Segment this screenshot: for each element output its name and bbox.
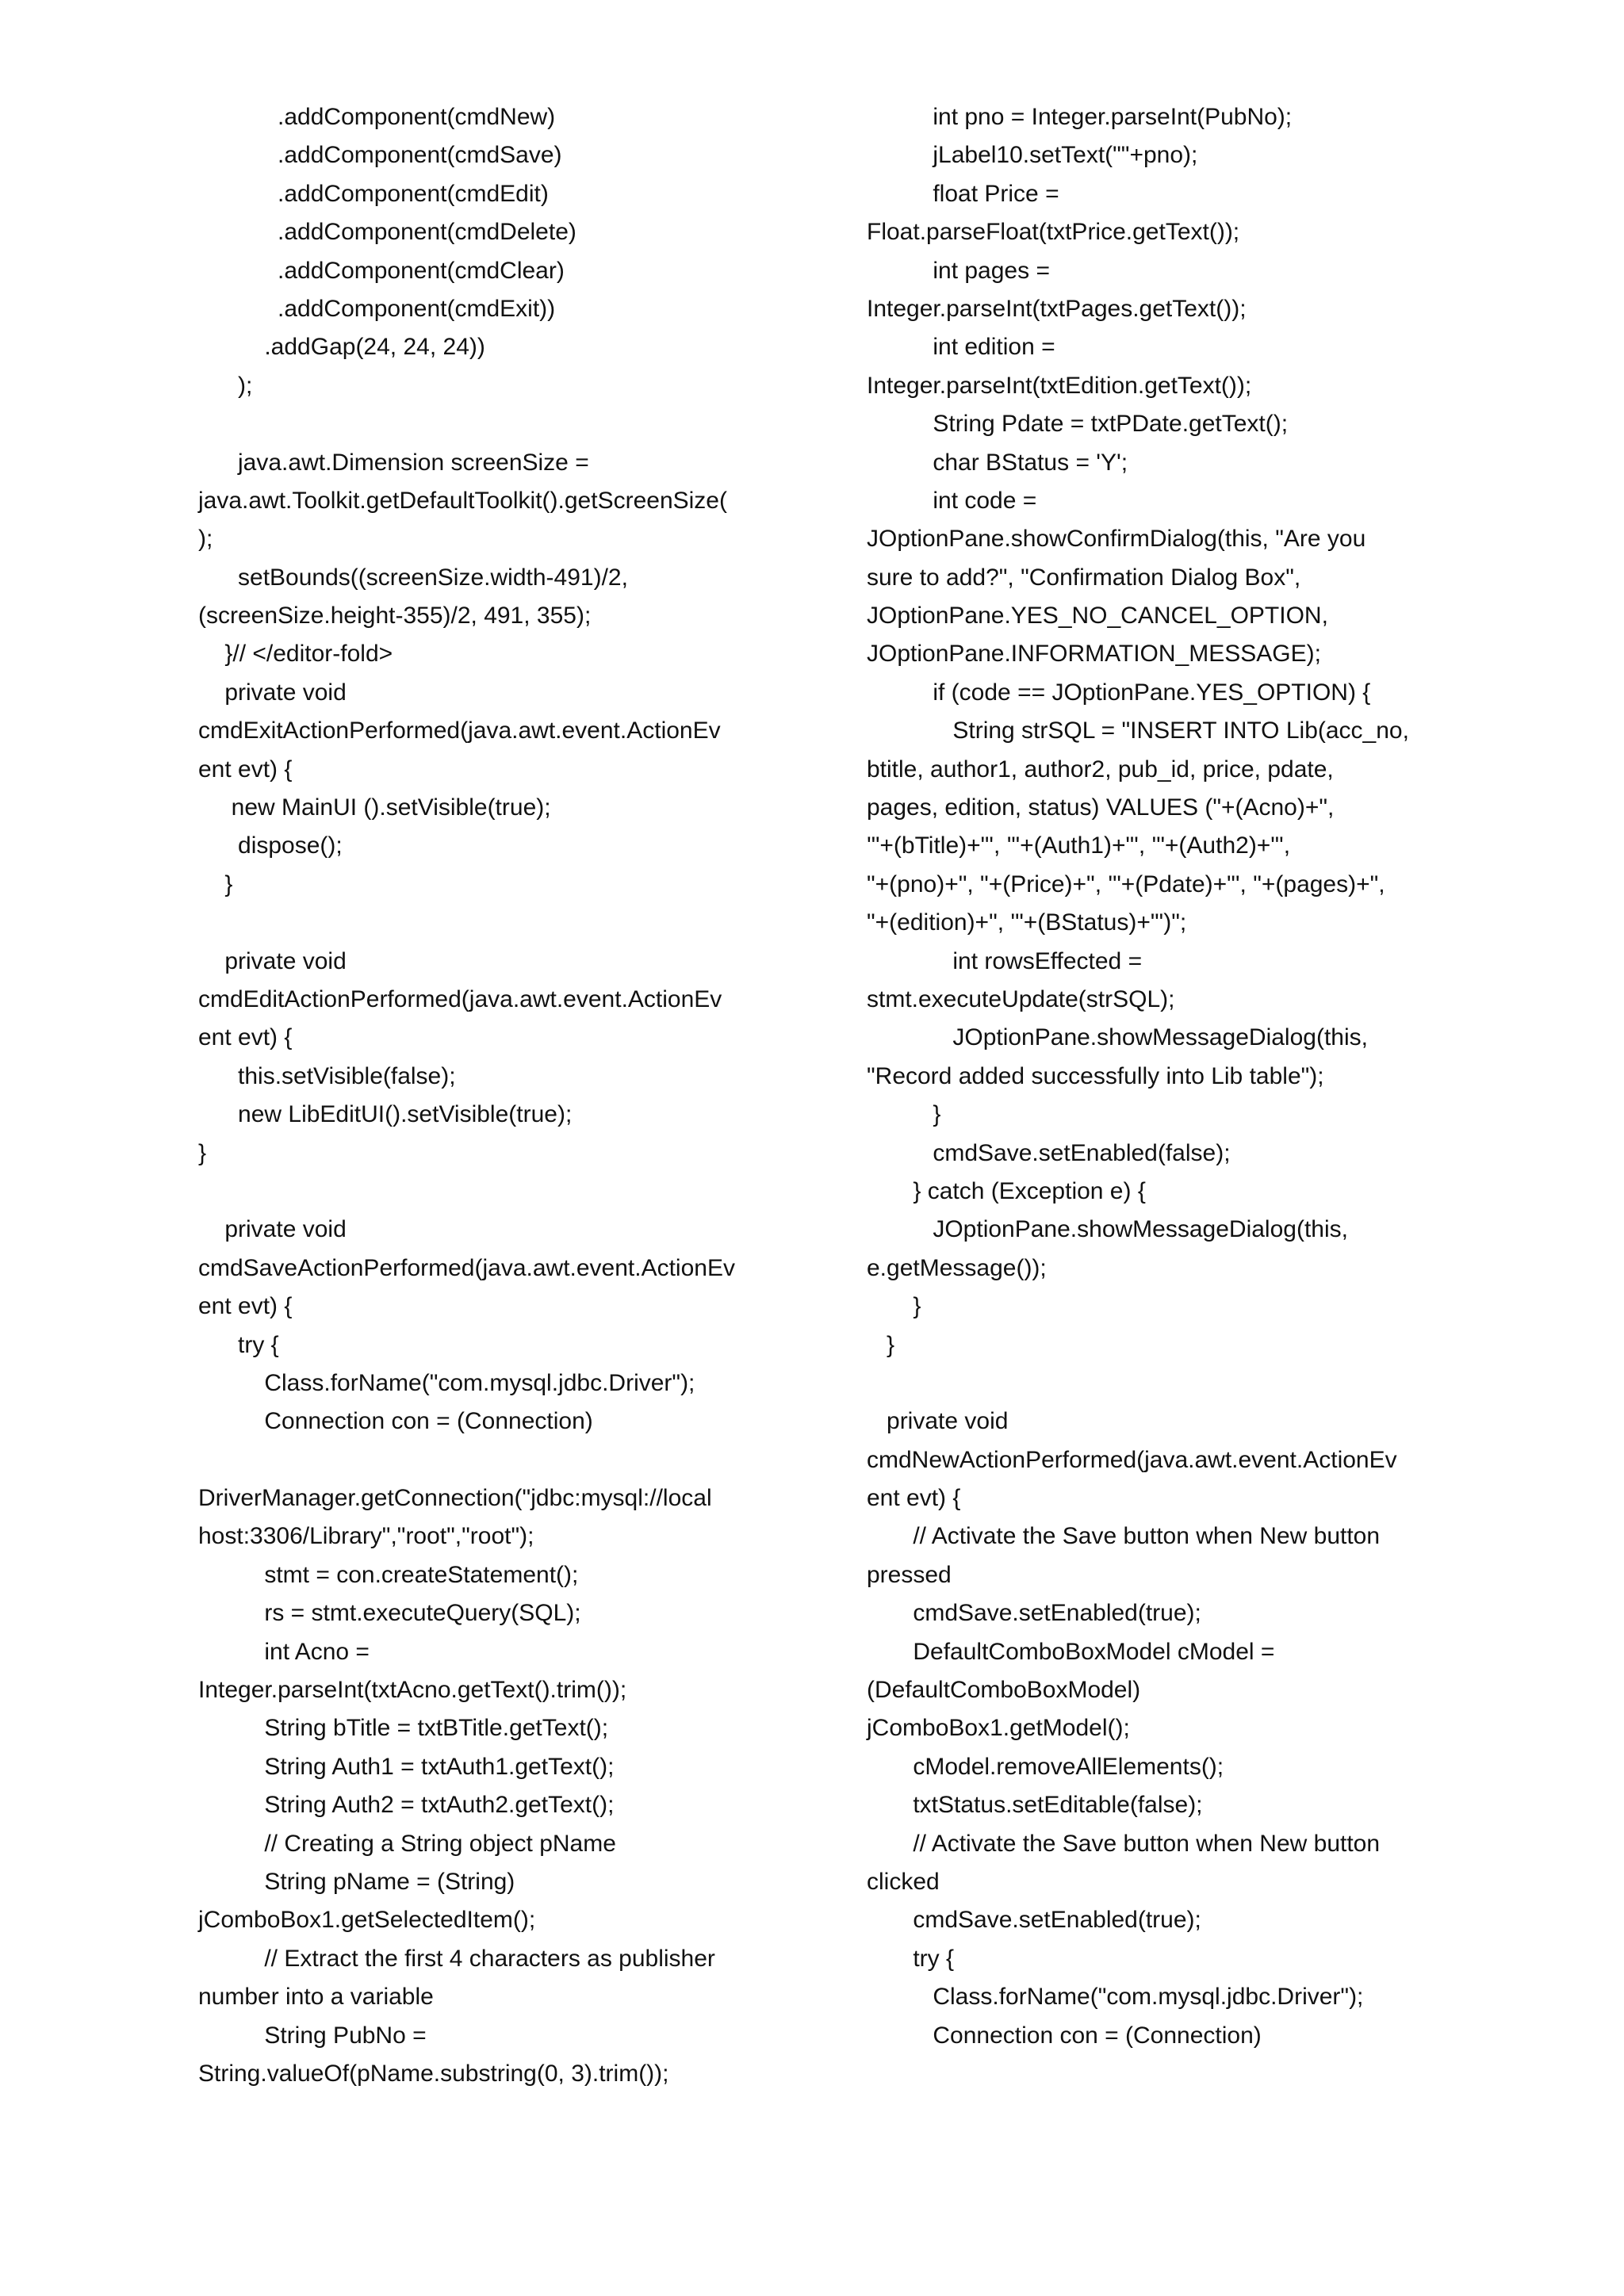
code-line: [867, 1364, 1438, 1402]
code-line: cModel.removeAllElements();: [867, 1753, 1224, 1780]
code-line: int edition =: [867, 334, 1055, 361]
code-line: cmdSave.setEnabled(false);: [867, 1139, 1231, 1166]
code-line: .addComponent(cmdNew): [198, 104, 556, 130]
code-line: }: [198, 1139, 207, 1166]
code-line: // Creating a String object pName: [198, 1830, 616, 1857]
code-line: int Acno =: [198, 1638, 370, 1665]
code-line: java.awt.Toolkit.getDefaultToolkit().getScreenSize(: [198, 487, 727, 514]
code-line: }: [867, 1101, 941, 1128]
code-line: sure to add?", "Confirmation Dialog Box",: [867, 564, 1301, 591]
code-line: e.getMessage());: [867, 1254, 1047, 1281]
code-line: float Price =: [867, 180, 1059, 207]
code-line: rs = stmt.executeQuery(SQL);: [198, 1600, 581, 1627]
code-line: pages, edition, status) VALUES ("+(Acno)+",: [867, 794, 1335, 821]
left-code-column: [198, 98, 769, 2093]
code-line: Class.forName("com.mysql.jdbc.Driver");: [867, 1984, 1364, 2011]
code-line: String strSQL = "INSERT INTO Lib(acc_no,: [867, 718, 1409, 744]
code-line: String Pdate = txtPDate.getText();: [867, 411, 1289, 438]
code-line: JOptionPane.showMessageDialog(this,: [867, 1024, 1368, 1051]
code-line: Connection con = (Connection): [198, 1408, 593, 1435]
code-line: JOptionPane.showConfirmDialog(this, "Are you: [867, 526, 1366, 553]
code-line: try {: [867, 1945, 955, 1972]
code-line: String pName = (String): [198, 1868, 515, 1895]
code-line: try {: [198, 1331, 279, 1358]
code-line: cmdSave.setEnabled(true);: [867, 1600, 1201, 1627]
code-line: .addComponent(cmdSave): [198, 142, 562, 169]
code-line: pressed: [867, 1561, 952, 1588]
code-line: // Activate the Save button when New button: [867, 1523, 1381, 1550]
code-line: java.awt.Dimension screenSize =: [198, 449, 589, 476]
code-line: (DefaultComboBoxModel): [867, 1677, 1141, 1704]
code-line: DefaultComboBoxModel cModel =: [867, 1638, 1275, 1665]
code-line: private void: [198, 947, 347, 974]
code-line: Integer.parseInt(txtPages.getText());: [867, 295, 1247, 322]
code-line: JOptionPane.showMessageDialog(this,: [867, 1216, 1348, 1243]
code-line: cmdExitActionPerformed(java.awt.event.ActionEv: [198, 718, 721, 744]
code-line: "+(pno)+", "+(Price)+", '"+(Pdate)+"', "+(pages)+",: [867, 871, 1385, 897]
code-line: host:3306/Library","root","root");: [198, 1523, 534, 1550]
code-line: DriverManager.getConnection("jdbc:mysql://local: [198, 1485, 712, 1512]
code-line: cmdNewActionPerformed(java.awt.event.ActionEv: [867, 1446, 1397, 1473]
code-line: }// </editor-fold>: [198, 641, 393, 668]
code-line: String Auth2 = txtAuth2.getText();: [198, 1792, 615, 1819]
code-line: .addComponent(cmdClear): [198, 257, 565, 284]
code-line: jComboBox1.getSelectedItem();: [198, 1907, 536, 1934]
code-line: jLabel10.setText(""+pno);: [867, 142, 1198, 169]
code-line: txtStatus.setEditable(false);: [867, 1792, 1203, 1819]
code-line: setBounds((screenSize.width-491)/2,: [198, 564, 628, 591]
code-line: "Record added successfully into Lib table");: [867, 1062, 1324, 1089]
code-line: String Auth1 = txtAuth1.getText();: [198, 1753, 615, 1780]
code-line: Class.forName("com.mysql.jdbc.Driver");: [198, 1369, 695, 1396]
code-line: private void: [198, 1216, 347, 1243]
code-line: ent evt) {: [867, 1485, 961, 1512]
code-line: [198, 1441, 769, 1479]
code-line: cmdEditActionPerformed(java.awt.event.ActionEv: [198, 985, 722, 1012]
code-line: );: [198, 372, 253, 399]
code-line: [198, 1173, 769, 1211]
code-line: int pno = Integer.parseInt(PubNo);: [867, 104, 1293, 130]
code-line: ent evt) {: [198, 756, 293, 783]
code-line: private void: [867, 1408, 1009, 1435]
code-line: Float.parseFloat(txtPrice.getText());: [867, 219, 1240, 246]
code-line: }: [867, 1293, 921, 1320]
code-line: number into a variable: [198, 1984, 434, 2011]
code-line: cmdSave.setEnabled(true);: [867, 1907, 1201, 1934]
code-line: Integer.parseInt(txtEdition.getText());: [867, 372, 1252, 399]
code-line: ent evt) {: [198, 1024, 293, 1051]
code-line: private void: [198, 679, 347, 706]
code-line: jComboBox1.getModel();: [867, 1715, 1130, 1742]
right-code-column: [867, 98, 1438, 2055]
code-line: // Activate the Save button when New button: [867, 1830, 1381, 1857]
code-line: ent evt) {: [198, 1293, 293, 1320]
code-line: new MainUI ().setVisible(true);: [198, 794, 551, 821]
code-line: "+(edition)+", '"+(BStatus)+"')";: [867, 909, 1187, 936]
code-line: int code =: [867, 487, 1037, 514]
code-line: String.valueOf(pName.substring(0, 3).trim());: [198, 2060, 669, 2087]
code-line: String PubNo =: [198, 2022, 427, 2049]
code-line: JOptionPane.YES_NO_CANCEL_OPTION,: [867, 603, 1328, 629]
code-line: char BStatus = 'Y';: [867, 449, 1128, 476]
code-line: // Extract the first 4 characters as publisher: [198, 1945, 715, 1972]
code-line: stmt.executeUpdate(strSQL);: [867, 985, 1175, 1012]
code-line: }: [867, 1331, 895, 1358]
code-line: cmdSaveActionPerformed(java.awt.event.ActionEv: [198, 1254, 735, 1281]
code-line: }: [198, 871, 233, 897]
code-line: stmt = con.createStatement();: [198, 1561, 579, 1588]
code-line: } catch (Exception e) {: [867, 1177, 1146, 1204]
code-line: .addComponent(cmdEdit): [198, 180, 549, 207]
code-line: [198, 904, 769, 942]
code-line: this.setVisible(false);: [198, 1062, 456, 1089]
code-line: );: [198, 526, 213, 553]
code-line: [198, 405, 769, 443]
code-line: int rowsEffected =: [867, 947, 1143, 974]
code-line: dispose();: [198, 832, 343, 859]
code-line: Integer.parseInt(txtAcno.getText().trim());: [198, 1677, 627, 1704]
code-line: int pages =: [867, 257, 1050, 284]
code-line: btitle, author1, author2, pub_id, price, pdate,: [867, 756, 1334, 783]
code-line: '"+(bTitle)+"', '"+(Auth1)+"', '"+(Auth2)+"',: [867, 832, 1291, 859]
code-line: .addGap(24, 24, 24)): [198, 334, 485, 361]
code-line: (screenSize.height-355)/2, 491, 355);: [198, 603, 592, 629]
code-line: String bTitle = txtBTitle.getText();: [198, 1715, 609, 1742]
code-line: clicked: [867, 1868, 940, 1895]
code-line: .addComponent(cmdDelete): [198, 219, 576, 246]
code-line: .addComponent(cmdExit)): [198, 295, 556, 322]
code-line: if (code == JOptionPane.YES_OPTION) {: [867, 679, 1371, 706]
code-line: JOptionPane.INFORMATION_MESSAGE);: [867, 641, 1321, 668]
code-line: new LibEditUI().setVisible(true);: [198, 1101, 573, 1128]
code-line: Connection con = (Connection): [867, 2022, 1262, 2049]
